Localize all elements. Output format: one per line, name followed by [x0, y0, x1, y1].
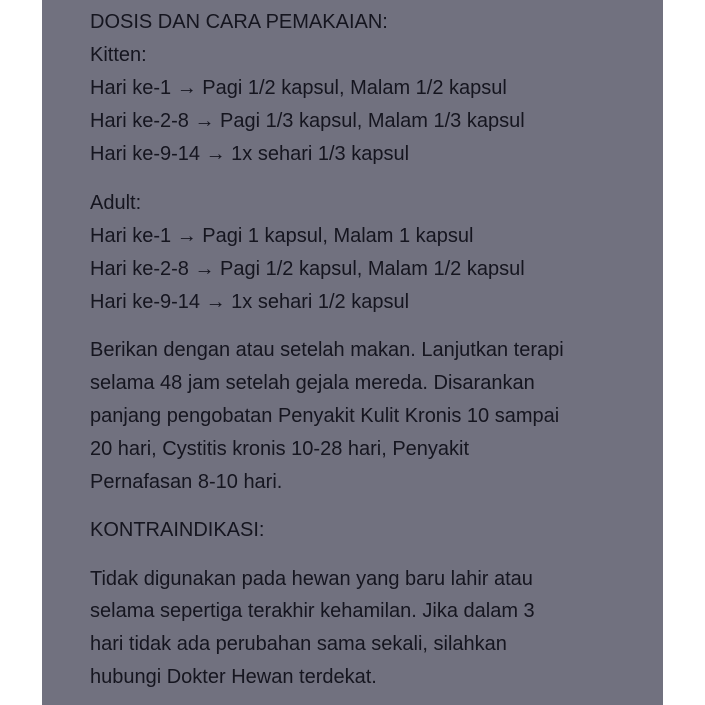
adult-dose-line: Hari ke-2-8 → Pagi 1/2 kapsul, Malam 1/2 kapsul	[90, 258, 525, 280]
adult-dose-line: Hari ke-9-14 → 1x sehari 1/2 kapsul	[90, 291, 410, 313]
kitten-dose-line: Hari ke-2-8 → Pagi 1/3 kapsul, Malam 1/3 kapsul	[90, 110, 525, 132]
instructions-line: Pernafasan 8-10 hari.	[90, 471, 283, 493]
dosage-heading: DOSIS DAN CARA PEMAKAIAN:	[90, 11, 388, 33]
instructions-line: panjang pengobatan Penyakit Kulit Kronis 10 sampai	[90, 405, 560, 427]
contraindication-line: Tidak digunakan pada hewan yang baru lahir atau	[90, 568, 533, 590]
instructions-line: selama 48 jam setelah gejala mereda. Disarankan	[90, 372, 535, 394]
kitten-dose-line: Hari ke-1 → Pagi 1/2 kapsul, Malam 1/2 kapsul	[90, 77, 507, 99]
instructions-line: 20 hari, Cystitis kronis 10-28 hari, Penyakit	[90, 438, 470, 460]
contraindication-line: hari tidak ada perubahan sama sekali, silahkan	[90, 633, 507, 655]
contraindication-line: selama sepertiga terakhir kehamilan. Jika dalam 3	[90, 600, 535, 622]
contraindication-heading: KONTRAINDIKASI:	[90, 519, 265, 541]
adult-label: Adult:	[90, 192, 142, 214]
contraindication-line: hubungi Dokter Hewan terdekat.	[90, 666, 377, 688]
kitten-label: Kitten:	[90, 44, 147, 66]
kitten-dose-line: Hari ke-9-14 → 1x sehari 1/3 kapsul	[90, 143, 410, 165]
adult-dose-line: Hari ke-1 → Pagi 1 kapsul, Malam 1 kapsul	[90, 225, 474, 247]
instructions-line: Berikan dengan atau setelah makan. Lanjutkan terapi	[90, 339, 564, 361]
